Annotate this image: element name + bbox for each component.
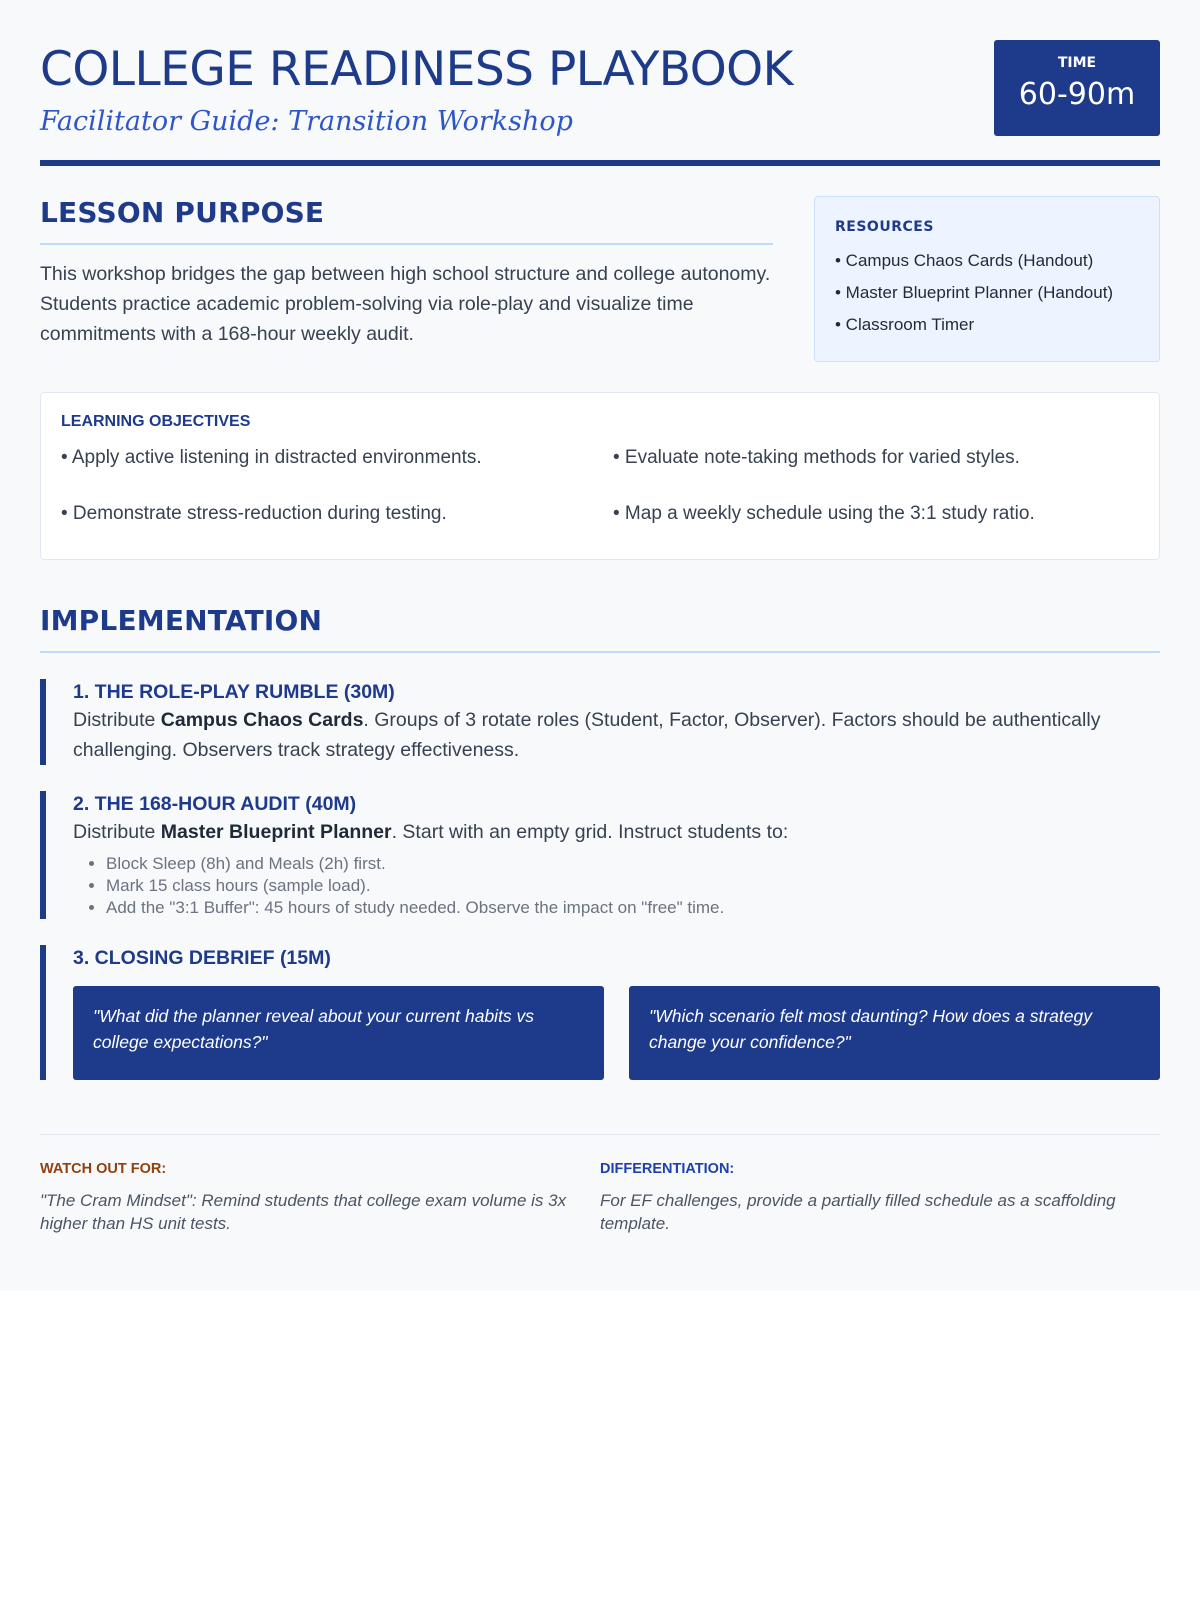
lesson-purpose-section <box>40 196 773 349</box>
step-title: 2. THE 168-HOUR AUDIT (40M) <box>73 793 357 815</box>
purpose-row <box>40 196 1160 392</box>
differentiation-note <box>600 1161 1160 1235</box>
objective-item: • Apply active listening in distracted environments. <box>61 447 482 468</box>
resources-panel <box>814 196 1160 362</box>
learning-objectives-panel <box>40 392 1160 560</box>
footer-notes <box>40 1161 1160 1235</box>
watch-out-title: WATCH OUT FOR: <box>40 1161 167 1177</box>
differentiation-title: DIFFERENTIATION: <box>600 1161 735 1177</box>
step-text-pre: Distribute <box>73 709 161 731</box>
step-description <box>73 705 1160 765</box>
time-value: 60-90m <box>1018 77 1136 112</box>
time-label: TIME <box>1057 55 1097 71</box>
page-subtitle: Facilitator Guide: Transition Workshop <box>40 106 573 137</box>
audit-instructions-list <box>73 853 1160 919</box>
step-material: Campus Chaos Cards <box>160 709 364 731</box>
objective-item: • Map a weekly schedule using the 3:1 study ratio. <box>613 503 1035 524</box>
page-title: COLLEGE READINESS PLAYBOOK <box>40 42 793 97</box>
resource-item: • Classroom Timer <box>835 315 975 334</box>
step-title: 3. CLOSING DEBRIEF (15M) <box>73 947 331 969</box>
step-description <box>73 817 1160 847</box>
differentiation-text: For EF challenges, provide a partially filled schedule as a scaffolding template. <box>600 1191 1116 1233</box>
step-text-pre: Distribute <box>73 821 161 843</box>
learning-objectives-title: LEARNING OBJECTIVES <box>61 413 251 430</box>
objectives-grid <box>61 445 1139 527</box>
watch-out-note <box>40 1161 600 1235</box>
resources-title: RESOURCES <box>835 219 934 235</box>
header <box>40 40 1160 166</box>
list-item: • Mark 15 class hours (sample load). <box>106 875 1160 897</box>
header-divider <box>40 160 1160 166</box>
step-role-play <box>40 679 1160 765</box>
lesson-purpose-text: This workshop bridges the gap between high school structure and college autonomy. Students practice academic problem-solving via role-play and visualize time commitments with a 168-hour weekly audit. <box>40 263 771 345</box>
list-item: • Block Sleep (8h) and Meals (2h) first. <box>106 853 1160 875</box>
lesson-purpose-heading: LESSON PURPOSE <box>40 196 773 245</box>
watch-out-text: "The Cram Mindset": Remind students that college exam volume is 3x higher than HS unit tests. <box>40 1191 567 1233</box>
step-material: Master Blueprint Planner <box>160 821 392 843</box>
step-title: 1. THE ROLE-PLAY RUMBLE (30M) <box>73 681 395 703</box>
objective-item: • Evaluate note-taking methods for varied styles. <box>613 447 1020 468</box>
step-text-post: . Groups of 3 rotate roles (Student, Factor, Observer). Factors should be authentically challenging. Observers track strategy effectiveness. <box>73 709 1101 761</box>
debrief-quote-card: "What did the planner reveal about your current habits vs college expectations?" <box>73 986 604 1080</box>
resource-item: • Campus Chaos Cards (Handout) <box>835 251 1094 270</box>
step-168-hour-audit <box>40 791 1160 919</box>
implementation-heading: IMPLEMENTATION <box>40 604 1160 653</box>
list-item: • Add the "3:1 Buffer": 45 hours of study needed. Observe the impact on "free" time. <box>106 897 1160 919</box>
debrief-questions <box>73 986 1160 1080</box>
time-badge <box>994 40 1160 136</box>
debrief-quote-card: "Which scenario felt most daunting? How does a strategy change your confidence?" <box>629 986 1160 1080</box>
step-closing-debrief <box>40 945 1160 1080</box>
footer-divider <box>40 1134 1160 1135</box>
step-text-post: . Start with an empty grid. Instruct students to: <box>391 821 789 843</box>
resource-item: • Master Blueprint Planner (Handout) <box>835 283 1114 302</box>
objective-item: • Demonstrate stress-reduction during testing. <box>61 503 447 524</box>
